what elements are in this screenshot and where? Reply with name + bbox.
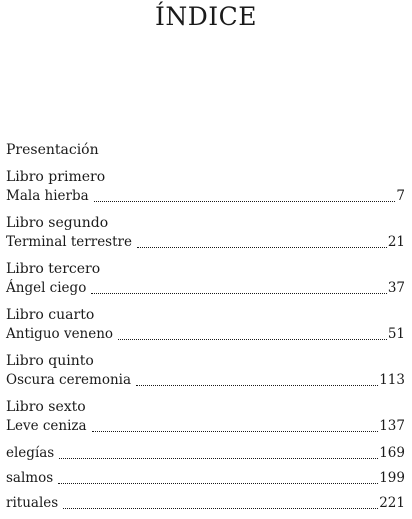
entry-title: Mala hierba	[6, 188, 89, 204]
entry-title: Antiguo veneno	[6, 326, 114, 342]
toc-group-book-4	[6, 306, 405, 344]
toc-group-book-6	[6, 398, 405, 436]
entry-page-number: 113	[379, 372, 405, 388]
toc-entry	[6, 233, 405, 252]
entry-title: Oscura ceremonia	[6, 372, 132, 388]
entry-page-number: 7	[396, 188, 405, 204]
toc-group-book-5	[6, 352, 405, 390]
book-label: Libro segundo	[6, 215, 109, 231]
entry-page-number: 137	[379, 418, 405, 434]
dot-leader	[136, 385, 378, 386]
dot-leader	[58, 483, 378, 484]
entry-page-number: 37	[387, 280, 405, 296]
page-title: ÍNDICE	[154, 2, 258, 31]
entry-title: elegías	[6, 445, 55, 461]
toc-entry-elegias	[6, 444, 405, 463]
toc-group-book-2	[6, 214, 405, 252]
book-label: Libro primero	[6, 169, 106, 185]
book-label: Libro sexto	[6, 399, 86, 415]
entry-page-number: 199	[379, 470, 405, 486]
dot-leader	[92, 431, 379, 432]
entry-title: salmos	[6, 470, 54, 486]
toc-entry-salmos	[6, 469, 405, 488]
entry-page-number: 221	[379, 495, 405, 511]
entry-page-number: 51	[387, 326, 405, 342]
toc-group-book-3	[6, 260, 405, 298]
dot-leader	[118, 339, 387, 340]
toc-entry	[6, 325, 405, 344]
entry-page-number: 21	[387, 234, 405, 250]
book-label: Libro quinto	[6, 353, 94, 369]
entry-page-number: 169	[379, 445, 405, 461]
toc-entry	[6, 371, 405, 390]
toc-entry-rituales	[6, 494, 405, 513]
entry-title: Terminal terrestre	[6, 234, 132, 250]
toc-entry	[6, 279, 405, 298]
toc-entry	[6, 187, 405, 206]
dot-leader	[63, 508, 378, 509]
dot-leader	[94, 201, 396, 202]
presentation-heading: Presentación	[6, 142, 99, 158]
book-label: Libro cuarto	[6, 307, 95, 323]
toc-entry	[6, 417, 405, 436]
dot-leader	[137, 247, 387, 248]
book-label: Libro tercero	[6, 261, 101, 277]
dot-leader	[59, 458, 378, 459]
toc-group-book-1	[6, 168, 405, 206]
entry-title: rituales	[6, 495, 59, 511]
table-of-contents	[6, 140, 405, 519]
dot-leader	[91, 293, 386, 294]
entry-title: Ángel ciego	[6, 280, 87, 296]
entry-title: Leve ceniza	[6, 418, 87, 434]
